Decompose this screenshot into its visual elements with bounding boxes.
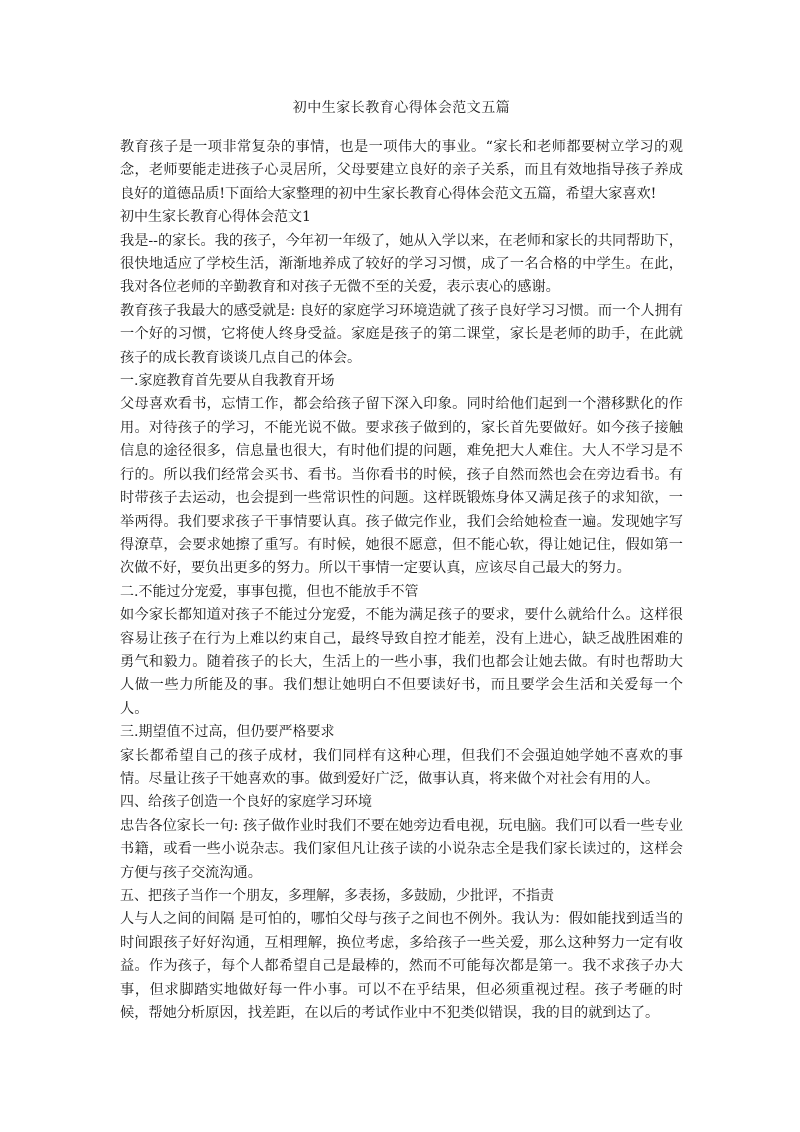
heading-3: 三.期望值不过高，但仍要严格要求 [120, 724, 335, 741]
paragraph-3: 父母喜欢看书，忘情工作，都会给孩子留下深入印象。同时给他们起到一个潜移默化的作用。对待孩子的学习，不能光说不做。要求孩子做到的，家长首先要做好。如今孩子接触信息的途径很多，信息量也很大，有时他们提的问题，难免把大人难住。大人不学习是不行的。所以我们经常会买书、看书。当你看书的时候，孩子自然而然也会在旁边看书。有时带孩子去运动，也会提到一些常识性的问题。这样既锻炼身体又满足孩子的求知欲，一举两得。我们要求孩子干事情要认真。孩子做完作业，我们会给她检查一遍。发现她字写得潦草，会要求她擦了重写。有时候，她很不愿意，但不能心软，得让她记住，假如第一次做不好，要负出更多的努力。所以干事情一定要认真，应该尽自己最大的努力。 [120, 396, 683, 577]
paragraph-4: 如今家长都知道对孩子不能过分宠爱，不能为满足孩子的要求，要什么就给什么。这样很容易让孩子在行为上难以约束自己，最终导致自控才能差，没有上进心，缺乏战胜困难的勇气和毅力。随着孩子的长大，生活上的一些小事，我们也都会让她去做。有时也帮助大人做一些力所能及的事。我们想让她明白不但要读好书，而且要学会生活和关爱每一个人。 [120, 607, 683, 717]
paragraph-5: 家长都希望自己的孩子成材，我们同样有这种心理，但我们不会强迫她学她不喜欢的事情。尽量让孩子干她喜欢的事。做到爱好广泛，做事认真，将来做个对社会有用的人。 [120, 747, 683, 787]
paragraph-6: 忠告各位家长一句: 孩子做作业时我们不要在她旁边看电视，玩电脑。我们可以看一些专业书籍，或看一些小说杂志。我们家但凡让孩子读的小说杂志全是我们家长读过的，这样会方便与孩子交流沟通。 [120, 817, 683, 881]
document-title: 初中生家长教育心得体会范文五篇 [292, 100, 511, 116]
heading-1: 一.家庭教育首先要从自我教育开场 [120, 373, 335, 390]
heading-2: 二.不能过分宠爱，事事包揽，但也不能放手不管 [120, 583, 419, 600]
paragraph-1: 我是--的家长。我的孩子，今年初一年级了，她从入学以来，在老师和家长的共同帮助下，很快地适应了学校生活，渐渐地养成了较好的学习习惯，成了一名合格的中学生。在此，我对各位老师的辛勤教育和对孩子无微不至的关爱，表示衷心的感谢。 [120, 232, 683, 296]
heading-4: 四、给孩子创造一个良好的家庭学习环境 [120, 794, 372, 811]
paragraph-2: 教育孩子我最大的感受就是: 良好的家庭学习环境造就了孩子良好学习习惯。而一个人拥有一个好的习惯，它将使人终身受益。家庭是孩子的第二课堂，家长是老师的助手，在此就孩子的成长教育谈谈几点自己的体会。 [120, 302, 683, 366]
document-page [120, 98, 683, 1025]
heading-5: 五、把孩子当作一个朋友，多理解，多表扬，多鼓励，少批评，不指责 [120, 888, 554, 904]
intro-paragraph: 教育孩子是一项非常复杂的事情，也是一项伟大的事业。“家长和老师都要树立学习的观念，老师要能走进孩子心灵居所，父母要建立良好的亲子关系，而且有效地指导孩子养成良好的道德品质!下面给大家整理的初中生家长教育心得体会范文五篇，希望大家喜欢! [120, 139, 683, 202]
section-title: 初中生家长教育心得体会范文1 [120, 209, 311, 226]
paragraph-7: 人与人之间的间隔 是可怕的，哪怕父母与孩子之间也不例外。我认为：假如能找到适当的时间跟孩子好好沟通，互相理解，换位考虑，多给孩子一些关爱，那么这种努力一定有收益。作为孩子，每个人都希望自己是最棒的，然而不可能每次都是第一。我不求孩子办大事，但求脚踏实地做好每一件小事。可以不在乎结果，但必须重视过程。孩子考砸的时候，帮她分析原因，找差距，在以后的考试作业中不犯类似错误，我的目的就到达了。 [120, 911, 683, 1022]
